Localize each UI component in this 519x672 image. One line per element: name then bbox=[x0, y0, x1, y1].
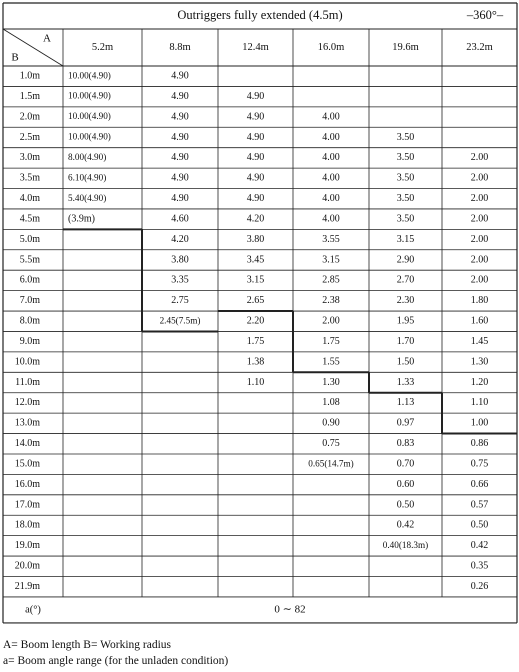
row-radius-label: 10.0m bbox=[14, 356, 40, 368]
legend-line-2: a= Boom angle range (for the unladen condition) bbox=[3, 655, 229, 667]
load-value-cell: 1.55 bbox=[322, 356, 340, 368]
load-value-cell: 1.38 bbox=[246, 356, 265, 368]
load-value-cell: 0.42 bbox=[470, 540, 489, 552]
load-value-cell: 10.00(4.90) bbox=[68, 70, 111, 81]
load-value-cell: 1.30 bbox=[470, 356, 489, 368]
load-value-cell: 0.97 bbox=[396, 417, 415, 429]
load-value-cell: 4.00 bbox=[322, 213, 340, 225]
load-value-cell: 2.85 bbox=[322, 274, 340, 286]
load-value-cell: 0.86 bbox=[470, 438, 489, 450]
load-value-cell: 3.50 bbox=[396, 152, 415, 164]
row-radius-label: 1.5m bbox=[19, 90, 40, 102]
load-value-cell: 10.00(4.90) bbox=[68, 111, 111, 122]
load-value-cell: 1.33 bbox=[396, 376, 415, 388]
row-radius-label: 20.0m bbox=[14, 560, 40, 572]
load-value-cell: 3.50 bbox=[396, 131, 415, 143]
load-value-cell: 2.00 bbox=[470, 213, 489, 225]
load-value-cell: 2.38 bbox=[322, 295, 340, 307]
load-value-cell: 0.50 bbox=[470, 519, 489, 531]
load-value-cell: 2.00 bbox=[470, 172, 489, 184]
load-value-cell: 3.50 bbox=[396, 213, 415, 225]
load-value-cell: 10.00(4.90) bbox=[68, 131, 111, 142]
load-value-cell: 1.75 bbox=[246, 335, 265, 347]
load-value-cell: 4.90 bbox=[246, 90, 265, 102]
load-value-cell: 0.26 bbox=[470, 581, 489, 593]
column-header: 8.8m bbox=[169, 41, 191, 53]
load-value-cell: 1.70 bbox=[396, 335, 415, 347]
row-radius-label: 14.0m bbox=[14, 438, 40, 450]
angle-range-value: 0 ∼ 82 bbox=[274, 603, 306, 616]
load-value-cell: 0.40(18.3m) bbox=[382, 539, 429, 550]
row-radius-label: 4.0m bbox=[19, 193, 40, 205]
load-value-cell: 1.30 bbox=[322, 376, 340, 388]
load-value-cell: 4.90 bbox=[171, 172, 189, 184]
row-radius-label: 6.0m bbox=[19, 274, 40, 286]
row-radius-label: 16.0m bbox=[14, 478, 40, 490]
load-value-cell: 1.13 bbox=[396, 397, 415, 409]
load-value-cell: 3.50 bbox=[396, 172, 415, 184]
row-radius-label: 1.0m bbox=[19, 70, 40, 82]
load-value-cell: 1.45 bbox=[470, 335, 489, 347]
row-radius-label: 13.0m bbox=[14, 417, 40, 429]
load-value-cell: 0.65(14.7m) bbox=[308, 458, 354, 469]
load-value-cell: 3.80 bbox=[246, 233, 265, 245]
table-title: Outriggers fully extended (4.5m) bbox=[177, 7, 343, 22]
load-value-cell: 4.00 bbox=[322, 152, 340, 164]
load-value-cell: 0.66 bbox=[470, 478, 489, 490]
load-value-cell: 1.00 bbox=[470, 417, 489, 429]
load-value-cell: 1.80 bbox=[470, 295, 489, 307]
load-value-cell: 4.00 bbox=[322, 172, 340, 184]
load-value-cell: 4.90 bbox=[171, 193, 189, 205]
load-value-cell: 6.10(4.90) bbox=[68, 172, 107, 183]
load-value-cell: 0.75 bbox=[322, 438, 340, 450]
load-value-cell: 2.00 bbox=[322, 315, 340, 327]
load-value-cell: 4.20 bbox=[246, 213, 265, 225]
load-value-cell: 0.60 bbox=[396, 478, 415, 490]
legend-line-1: A= Boom length B= Working radius bbox=[3, 639, 172, 651]
row-radius-label: 9.0m bbox=[19, 335, 40, 347]
load-value-cell: 2.70 bbox=[396, 274, 415, 286]
load-value-cell: 0.35 bbox=[470, 560, 489, 572]
load-value-cell: 1.10 bbox=[246, 376, 265, 388]
load-value-cell: 1.50 bbox=[396, 356, 415, 368]
load-value-cell: 1.08 bbox=[322, 397, 340, 409]
load-value-cell: 1.20 bbox=[470, 376, 489, 388]
row-radius-label: 3.5m bbox=[19, 172, 40, 184]
load-value-cell: 2.75 bbox=[171, 295, 189, 307]
load-value-cell: 4.00 bbox=[322, 111, 340, 123]
load-value-cell: 5.40(4.90) bbox=[68, 192, 107, 203]
row-radius-label: 11.0m bbox=[15, 376, 40, 388]
load-value-cell: (3.9m) bbox=[68, 213, 95, 225]
row-radius-label: 2.5m bbox=[19, 131, 40, 143]
load-value-cell: 0.90 bbox=[322, 417, 340, 429]
load-value-cell: 2.20 bbox=[246, 315, 265, 327]
row-radius-label: 3.0m bbox=[19, 152, 40, 164]
load-value-cell: 2.00 bbox=[470, 254, 489, 266]
column-header: 5.2m bbox=[91, 41, 114, 53]
load-value-cell: 3.15 bbox=[246, 274, 265, 286]
load-value-cell: 0.57 bbox=[470, 499, 489, 511]
load-value-cell: 2.45(7.5m) bbox=[159, 315, 201, 326]
row-radius-label: 15.0m bbox=[14, 458, 40, 470]
load-value-cell: 2.00 bbox=[470, 233, 489, 245]
corner-label-b: B bbox=[11, 51, 19, 64]
load-value-cell: 1.75 bbox=[322, 335, 340, 347]
load-value-cell: 4.60 bbox=[171, 213, 189, 225]
load-value-cell: 4.20 bbox=[171, 233, 189, 245]
load-value-cell: 0.83 bbox=[396, 438, 415, 450]
load-value-cell: 4.90 bbox=[171, 152, 189, 164]
row-radius-label: 7.0m bbox=[19, 295, 40, 307]
load-value-cell: 3.15 bbox=[322, 254, 340, 266]
load-value-cell: 4.90 bbox=[246, 152, 265, 164]
rotation-label: –360°– bbox=[466, 7, 504, 22]
load-value-cell: 0.50 bbox=[396, 499, 415, 511]
load-value-cell: 4.90 bbox=[171, 131, 189, 143]
load-value-cell: 3.35 bbox=[171, 274, 189, 286]
load-value-cell: 4.90 bbox=[171, 70, 189, 82]
row-radius-label: 5.5m bbox=[19, 254, 40, 266]
row-radius-label: 19.0m bbox=[14, 540, 40, 552]
load-value-cell: 2.00 bbox=[470, 274, 489, 286]
load-value-cell: 2.00 bbox=[470, 193, 489, 205]
load-value-cell: 3.55 bbox=[322, 233, 340, 245]
load-value-cell: 1.95 bbox=[396, 315, 415, 327]
load-value-cell: 10.00(4.90) bbox=[68, 90, 111, 101]
row-radius-label: 21.9m bbox=[14, 581, 40, 593]
column-header: 12.4m bbox=[242, 41, 269, 53]
load-value-cell: 3.15 bbox=[396, 233, 415, 245]
row-radius-label: 4.5m bbox=[19, 213, 40, 225]
row-radius-label: 2.0m bbox=[19, 111, 40, 123]
load-value-cell: 8.00(4.90) bbox=[68, 151, 107, 162]
load-value-cell: 3.45 bbox=[246, 254, 265, 266]
load-value-cell: 4.00 bbox=[322, 131, 340, 143]
load-value-cell: 2.65 bbox=[246, 295, 265, 307]
load-value-cell: 1.60 bbox=[470, 315, 489, 327]
column-header: 16.0m bbox=[317, 41, 345, 53]
load-value-cell: 0.75 bbox=[470, 458, 489, 470]
load-value-cell: 4.90 bbox=[246, 193, 265, 205]
load-value-cell: 2.00 bbox=[470, 152, 489, 164]
load-value-cell: 4.90 bbox=[171, 90, 189, 102]
row-radius-label: 12.0m bbox=[14, 397, 40, 409]
load-value-cell: 4.00 bbox=[322, 193, 340, 205]
corner-label-a: A bbox=[43, 32, 51, 45]
load-value-cell: 4.90 bbox=[246, 131, 265, 143]
row-radius-label: 8.0m bbox=[19, 315, 40, 327]
column-header: 23.2m bbox=[466, 41, 493, 53]
load-value-cell: 1.10 bbox=[470, 397, 489, 409]
row-radius-label: 5.0m bbox=[19, 233, 40, 245]
row-radius-label: 18.0m bbox=[14, 519, 40, 531]
load-value-cell: 4.90 bbox=[246, 111, 265, 123]
load-value-cell: 0.70 bbox=[396, 458, 415, 470]
row-radius-label: 17.0m bbox=[14, 499, 40, 511]
column-header: 19.6m bbox=[392, 41, 419, 53]
load-value-cell: 0.42 bbox=[396, 519, 415, 531]
angle-row-label: a(°) bbox=[25, 604, 41, 616]
load-value-cell: 4.90 bbox=[171, 111, 189, 123]
load-value-cell: 2.90 bbox=[396, 254, 415, 266]
load-value-cell: 2.30 bbox=[396, 295, 415, 307]
load-value-cell: 3.50 bbox=[396, 193, 415, 205]
load-value-cell: 4.90 bbox=[246, 172, 265, 184]
load-value-cell: 3.80 bbox=[171, 254, 189, 266]
